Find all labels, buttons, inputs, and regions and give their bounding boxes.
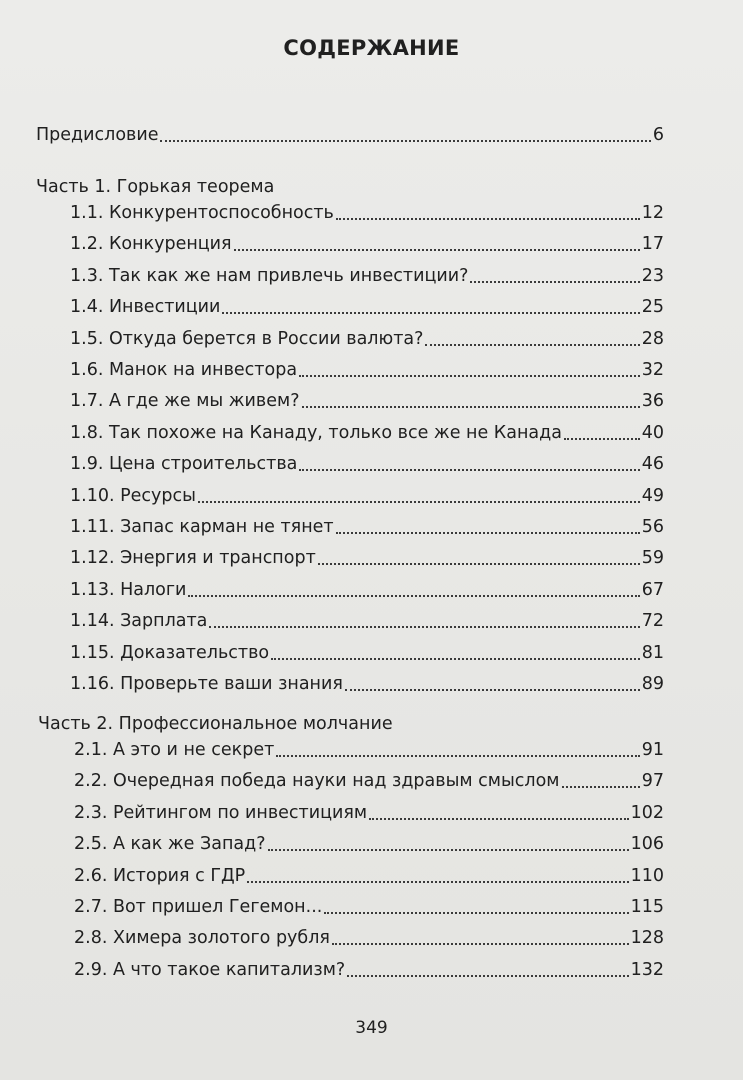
toc-entry-title: 1.13. Налоги	[70, 580, 187, 600]
toc-entry-page: 40	[641, 423, 664, 443]
dot-leader	[271, 658, 640, 660]
toc-entry-title: 1.3. Так как же нам привлечь инвестиции?	[70, 266, 469, 286]
dot-leader	[302, 406, 640, 408]
dot-leader	[564, 438, 640, 440]
toc-entry	[70, 609, 664, 633]
toc-entry	[70, 389, 664, 413]
toc-entry	[70, 672, 664, 696]
dot-leader	[336, 218, 640, 220]
toc-entry-title: 1.4. Инвестиции	[70, 297, 221, 317]
dot-leader	[562, 786, 640, 788]
toc-entry	[74, 801, 664, 825]
toc-entry-page: 17	[641, 234, 664, 254]
toc-entry	[70, 641, 664, 665]
toc-entry-title: 2.1. А это и не секрет	[74, 740, 275, 760]
toc-entry	[74, 769, 664, 793]
toc-entry	[70, 201, 664, 225]
toc-entry	[74, 926, 664, 950]
toc-entry-title: 1.9. Цена строительства	[70, 454, 298, 474]
dot-leader	[247, 881, 628, 883]
page-title: СОДЕРЖАНИЕ	[283, 36, 460, 60]
toc-entry	[70, 578, 664, 602]
toc-entry-page: 12	[641, 203, 664, 223]
toc-entry-page: 91	[641, 740, 664, 760]
toc-entry	[70, 295, 664, 319]
toc-entry-page: 106	[630, 834, 664, 854]
toc-entry-page: 32	[641, 360, 664, 380]
toc-entry-title: 2.7. Вот пришел Гегемон...	[74, 897, 323, 917]
toc-entry-page: 97	[641, 771, 664, 791]
toc-entry-page: 25	[641, 297, 664, 317]
toc-entry	[70, 421, 664, 445]
toc-entry-title: 1.16. Проверьте ваши знания	[70, 674, 343, 694]
toc-entry-page: 59	[641, 548, 664, 568]
toc-entry-title: 1.6. Манок на инвестора	[70, 360, 298, 380]
dot-leader	[209, 626, 639, 628]
dot-leader	[198, 501, 640, 503]
toc-entry-title: 1.14. Зарплата	[70, 611, 208, 631]
toc-entry-title: 1.1. Конкурентоспособность	[70, 203, 334, 223]
toc-entry-title: 2.3. Рейтингом по инвестициям	[74, 803, 368, 823]
dot-leader	[299, 375, 640, 377]
toc-entry	[70, 264, 664, 288]
toc-entry-title: 2.5. А как же Запад?	[74, 834, 266, 854]
toc-entry-page: 23	[641, 266, 664, 286]
toc-entry-page: 6	[652, 125, 664, 145]
toc-entry-page: 49	[641, 486, 664, 506]
toc-entry	[70, 358, 664, 382]
dot-leader	[299, 469, 639, 471]
toc-entry-page: 102	[630, 803, 664, 823]
toc-entry-title: 1.12. Энергия и транспорт	[70, 548, 316, 568]
dot-leader	[188, 595, 639, 597]
dot-leader	[234, 249, 640, 251]
dot-leader	[268, 849, 629, 851]
dot-leader	[425, 344, 639, 346]
toc-entry-page: 81	[641, 643, 664, 663]
dot-leader	[332, 943, 629, 945]
dot-leader	[345, 689, 640, 691]
toc-entry	[70, 327, 664, 351]
toc-entry-page: 89	[641, 674, 664, 694]
dot-leader	[336, 532, 640, 534]
toc-entry-title: 1.10. Ресурсы	[70, 486, 196, 506]
toc-entry-page: 115	[630, 897, 664, 917]
dot-leader	[470, 281, 639, 283]
toc-entry-title: Предисловие	[36, 125, 159, 145]
dot-leader	[160, 140, 650, 142]
toc-entry-title: 2.9. А что такое капитализм?	[74, 960, 346, 980]
toc-entry-title: 1.5. Откуда берется в России валюта?	[70, 329, 424, 349]
toc-entry	[74, 895, 664, 919]
toc-entry-title: 2.8. Химера золотого рубля	[74, 928, 330, 948]
toc-entry-page: 72	[641, 611, 664, 631]
toc-entry	[70, 484, 664, 508]
toc-entry	[70, 546, 664, 570]
toc-entry-page: 56	[641, 517, 664, 537]
dot-leader	[369, 818, 628, 820]
toc-entry-title: 2.2. Очередная победа науки над здравым смыслом	[74, 771, 560, 791]
dot-leader	[347, 975, 628, 977]
toc-part-heading: Часть 1. Горькая теорема	[36, 177, 275, 197]
toc-entry-title: 1.7. А где же мы живем?	[70, 391, 300, 411]
toc-entry-page: 110	[630, 866, 664, 886]
dot-leader	[318, 563, 640, 565]
page-number: 349	[355, 1018, 388, 1038]
toc-entry-title: 1.15. Доказательство	[70, 643, 270, 663]
toc-entry-preface	[36, 123, 664, 147]
toc-entry	[74, 832, 664, 856]
toc-entry	[70, 452, 664, 476]
toc-entry-title: 2.6. История с ГДР	[74, 866, 246, 886]
dot-leader	[324, 912, 628, 914]
toc-entry-page: 28	[641, 329, 664, 349]
toc-entry	[74, 958, 664, 982]
toc-entry-page: 46	[641, 454, 664, 474]
toc-entry	[70, 515, 664, 539]
toc-entry-page: 67	[641, 580, 664, 600]
toc-entry-page: 36	[641, 391, 664, 411]
toc-entry-title: 1.11. Запас карман не тянет	[70, 517, 334, 537]
dot-leader	[222, 312, 639, 314]
toc-part-heading: Часть 2. Профессиональное молчание	[38, 714, 393, 734]
toc-entry	[74, 864, 664, 888]
toc-entry-title: 1.2. Конкуренция	[70, 234, 232, 254]
toc-entry-page: 132	[630, 960, 664, 980]
toc-entry	[70, 232, 664, 256]
dot-leader	[276, 755, 639, 757]
toc-entry	[74, 738, 664, 762]
toc-entry-page: 128	[630, 928, 664, 948]
toc-entry-title: 1.8. Так похоже на Канаду, только все же не Канада	[70, 423, 562, 443]
